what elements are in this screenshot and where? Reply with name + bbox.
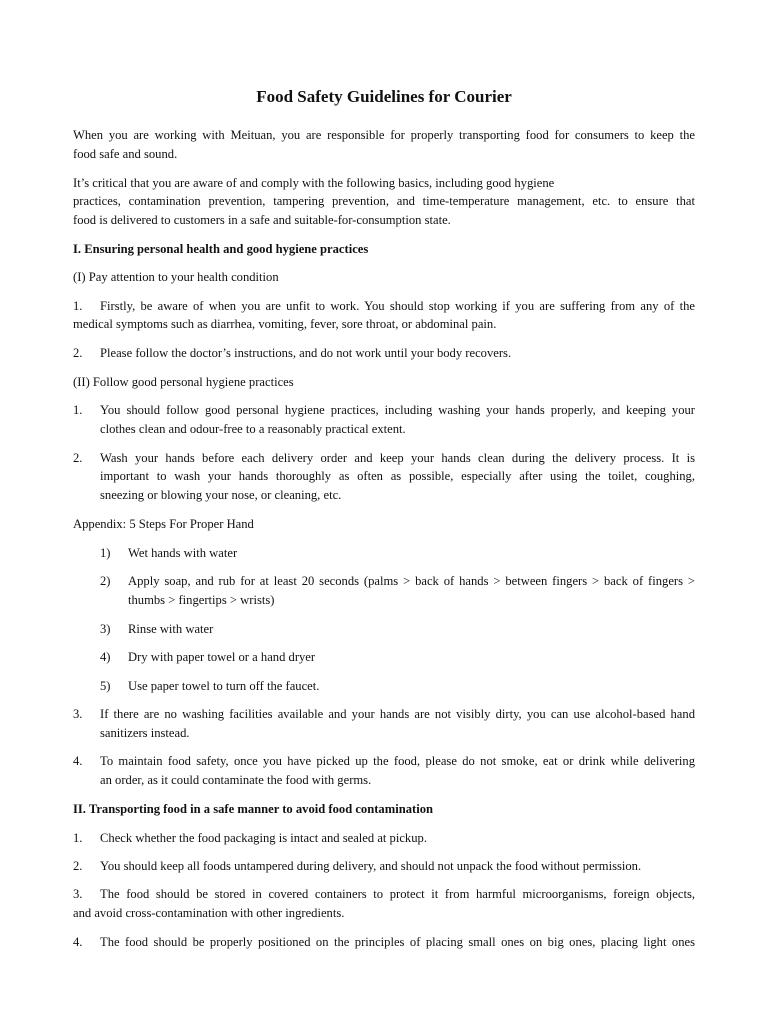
- list-item-text: Check whether the food packaging is intact and sealed at pickup.: [100, 831, 427, 845]
- list-item-text-continued: important to wash your hands thoroughly as often as possible, especially after using the toilet, coughing,: [100, 469, 695, 483]
- list-item-number: 4.: [73, 754, 83, 768]
- list-item-text: To maintain food safety, once you have picked up the food, please do not smoke, eat or drink while delivering: [100, 754, 695, 768]
- section-2-heading: II. Transporting food in a safe manner to avoid food contamination: [73, 802, 434, 816]
- step-text: Rinse with water: [128, 622, 214, 636]
- section-1-heading: I. Ensuring personal health and good hygiene practices: [73, 242, 369, 256]
- document-title: Food Safety Guidelines for Courier: [256, 87, 512, 106]
- step-number: 3): [100, 622, 111, 636]
- step-text: Use paper towel to turn off the faucet.: [128, 679, 320, 693]
- list-item-text-continued: and avoid cross-contamination with other ingredients.: [73, 906, 345, 920]
- list-item-text: You should keep all foods untampered during delivery, and should not unpack the food without permission.: [100, 859, 642, 873]
- list-item-number: 1.: [73, 403, 83, 417]
- step-text: Apply soap, and rub for at least 20 seconds (palms > back of hands > between fingers > back of fingers >: [128, 574, 695, 588]
- step-number: 5): [100, 679, 111, 693]
- intro-paragraph-1-line-2: food safe and sound.: [73, 147, 178, 161]
- list-item-text: Firstly, be aware of when you are unfit to work. You should stop working if you are suffering from any of the: [100, 299, 695, 313]
- list-item-text-continued: medical symptoms such as diarrhea, vomiting, fever, sore throat, or abdominal pain.: [73, 317, 497, 331]
- list-item-number: 2.: [73, 859, 83, 873]
- subsection-1-heading: (I) Pay attention to your health condition: [73, 270, 279, 284]
- step-number: 1): [100, 546, 111, 560]
- intro-paragraph-2-line-2: practices, contamination prevention, tampering prevention, and time-temperature management, etc. to ensure that: [73, 194, 695, 208]
- step-text: Dry with paper towel or a hand dryer: [128, 650, 316, 664]
- list-item-number: 1.: [73, 299, 83, 313]
- intro-paragraph-1-line-1: When you are working with Meituan, you are responsible for properly transporting food for consumers to keep the: [73, 128, 695, 142]
- step-text-continued: thumbs > fingertips > wrists): [128, 593, 275, 607]
- list-item-number: 3.: [73, 887, 83, 901]
- list-item-text-continued: sneezing or blowing your nose, or cleaning, etc.: [100, 488, 342, 502]
- list-item-number: 2.: [73, 346, 83, 360]
- intro-paragraph-2-line-1: It’s critical that you are aware of and comply with the following basics, including good hygiene: [73, 176, 555, 190]
- list-item-number: 2.: [73, 451, 83, 465]
- list-item-text: If there are no washing facilities available and your hands are not visibly dirty, you can use alcohol-based hand: [100, 707, 695, 721]
- list-item-number: 4.: [73, 935, 83, 949]
- list-item-number: 1.: [73, 831, 83, 845]
- step-number: 4): [100, 650, 111, 664]
- appendix-heading: Appendix: 5 Steps For Proper Hand: [73, 517, 254, 531]
- list-item-number: 3.: [73, 707, 83, 721]
- step-number: 2): [100, 574, 111, 588]
- list-item-text: The food should be properly positioned on the principles of placing small ones on big ones, placing light ones: [100, 935, 695, 949]
- list-item-text: Please follow the doctor’s instructions, and do not work until your body recovers.: [100, 346, 512, 360]
- list-item-text: Wash your hands before each delivery order and keep your hands clean during the delivery process. It is: [100, 451, 695, 465]
- list-item-text-continued: an order, as it could contaminate the food with germs.: [100, 773, 372, 787]
- list-item-text-continued: sanitizers instead.: [100, 726, 190, 740]
- step-text: Wet hands with water: [128, 546, 238, 560]
- list-item-text: You should follow good personal hygiene practices, including washing your hands properly, and keeping your: [100, 403, 695, 417]
- list-item-text-continued: clothes clean and odour-free to a reasonably practical extent.: [100, 422, 406, 436]
- list-item-text: The food should be stored in covered containers to protect it from harmful microorganisms, foreign objects,: [100, 887, 695, 901]
- intro-paragraph-2-line-3: food is delivered to customers in a safe and suitable-for-consumption state.: [73, 213, 451, 227]
- subsection-2-heading: (II) Follow good personal hygiene practices: [73, 375, 294, 389]
